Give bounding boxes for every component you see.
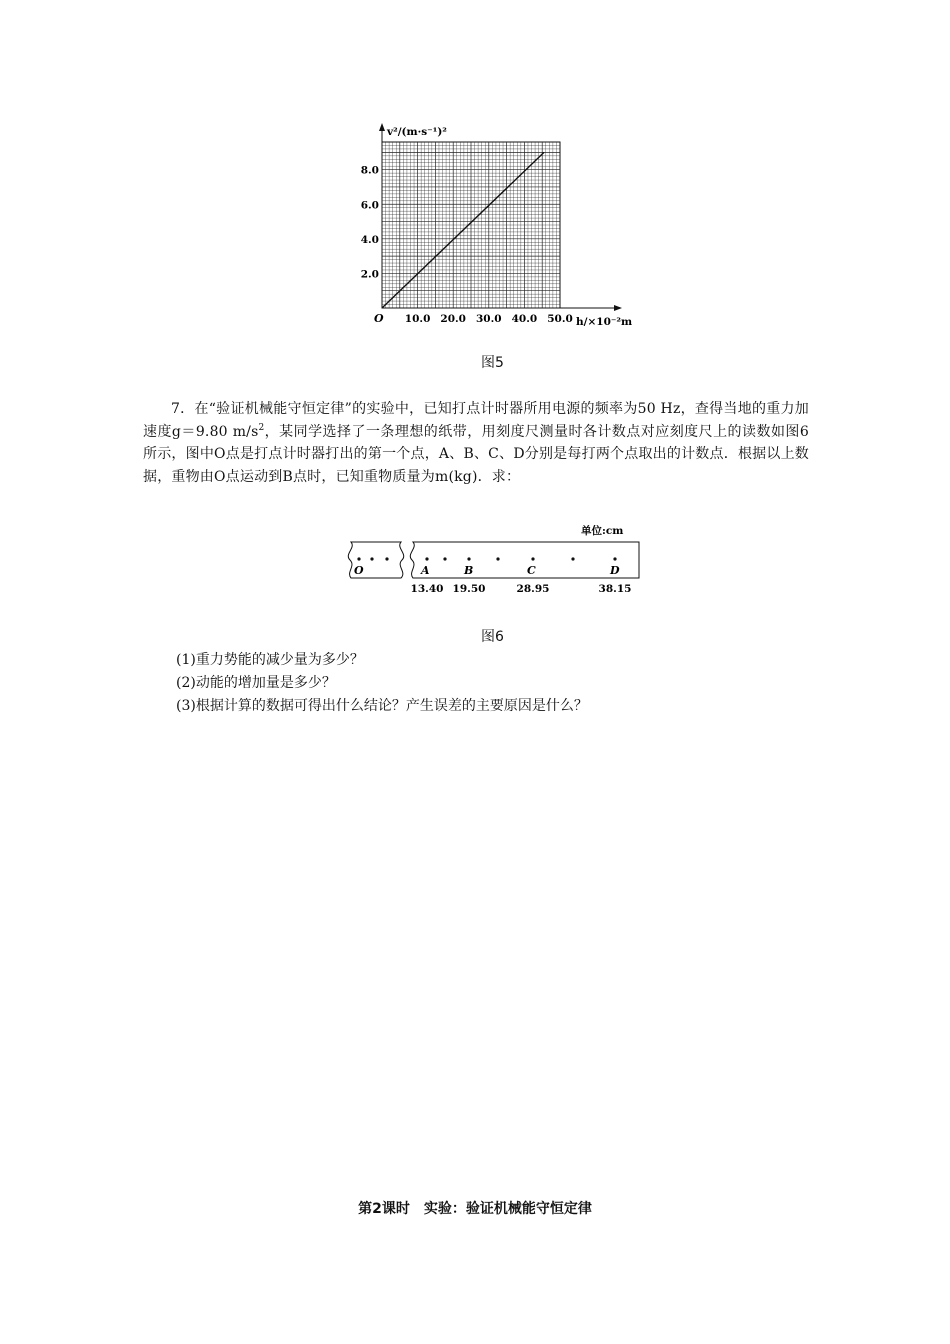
figure-5-caption: 图5: [481, 355, 504, 371]
y-tick-label: 4.0: [360, 233, 379, 246]
figure-6-caption: 图6: [481, 629, 504, 645]
figure-5-chart: [360, 120, 650, 335]
lesson-heading: 第2课时 实验：验证机械能守恒定律: [358, 1201, 592, 1217]
tape-dot: [467, 557, 470, 560]
x-axis-arrow: [614, 305, 622, 311]
reading-c: 28.95: [516, 583, 550, 595]
y-tick-labels: [361, 165, 379, 281]
y-tick-label: 6.0: [360, 199, 379, 212]
question-text-1: 7．在“验证机械能守恒定律”的实验中，已知打点计时器所用电源的频率为50 Hz，查得当地的重力加速度g＝9.80 m/s: [143, 401, 809, 440]
x-axis-label: h/×10⁻²m: [576, 316, 633, 328]
tape-dot: [370, 557, 373, 560]
tape-dot: [571, 557, 574, 560]
tape-dot: [531, 557, 534, 560]
x-tick-label: 40.0: [511, 313, 538, 325]
x-tick-label: 30.0: [476, 313, 502, 325]
point-label-o: O: [354, 564, 364, 577]
unit-exponent: 2: [258, 422, 265, 433]
x-tick-label: 20.0: [440, 313, 466, 325]
point-label-c: C: [527, 564, 536, 577]
sub-question-3: (3)根据计算的数据可得出什么结论？产生误差的主要原因是什么？: [176, 698, 588, 714]
y-tick-label: 8.0: [360, 164, 379, 177]
sub-question-2: (2)动能的增加量是多少？: [176, 675, 336, 691]
sub-question-1: (1)重力势能的减少量为多少？: [176, 652, 364, 668]
x-tick-label: 50.0: [547, 313, 573, 325]
tape-dot: [613, 557, 616, 560]
y-axis-arrow: [379, 123, 385, 131]
y-tick-label: 2.0: [360, 268, 379, 281]
tape-dot: [357, 557, 360, 560]
point-label-a: A: [421, 564, 430, 577]
reading-b: 19.50: [452, 583, 486, 595]
x-tick-labels: [405, 313, 573, 325]
reading-a: 13.40: [410, 583, 444, 595]
y-axis-label: v²/(m·s⁻¹)²: [387, 126, 447, 138]
tape-dot: [425, 557, 428, 560]
figure-6-paper-tape: [335, 520, 645, 600]
origin-label: O: [374, 312, 384, 325]
tape-dot: [385, 557, 388, 560]
unit-label: 单位:cm: [581, 525, 624, 537]
series-line: [382, 152, 544, 308]
x-tick-label: 10.0: [404, 313, 431, 325]
tape-dot: [443, 557, 446, 560]
point-label-d: D: [610, 564, 620, 577]
tape-dot: [496, 557, 499, 560]
reading-d: 38.15: [598, 583, 632, 595]
question-text-2: ，某同学选择了一条理想的纸带，用刻度尺测量时各计数点对应刻度尺上的读数如图6所示，图中O点是打点计时器打出的第一个点，A、B、C、D分别是每打两个点取出的计数点．根据以上数据，重物由O点运动到B点时，已知重物质量为m(kg)．求：: [143, 423, 809, 485]
question-7: [143, 398, 809, 488]
sub-questions: [176, 649, 588, 718]
point-label-b: B: [464, 564, 474, 577]
